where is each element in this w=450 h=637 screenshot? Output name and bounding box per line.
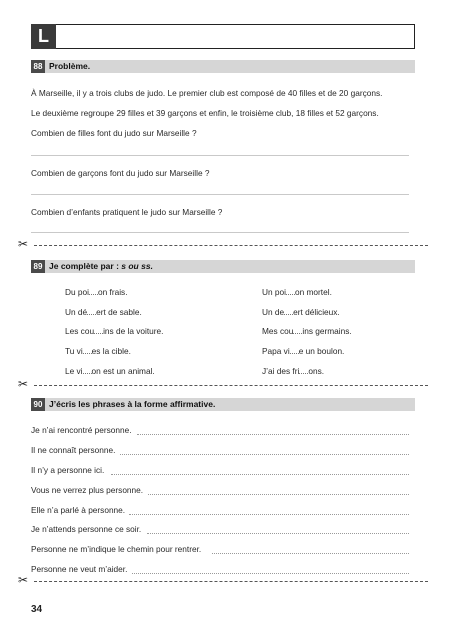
section-89-title-main: Je complète par : (49, 261, 122, 271)
section-90-number: 90 (31, 398, 45, 411)
dashed-separator (34, 385, 428, 386)
section-89-bar (31, 260, 415, 273)
fill-item-right-3-start: Mes cou (262, 326, 294, 336)
fill-item-left-5 (65, 366, 155, 376)
cut-line-2 (18, 377, 428, 391)
fill-item-left-3-end: ins de la voiture. (103, 326, 164, 336)
sentence-7: Personne ne m’indique le chemin pour rentrer. (31, 544, 202, 554)
dashed-separator (34, 581, 428, 582)
fill-item-left-1-end: on frais. (97, 287, 128, 297)
chapter-letter: L (31, 24, 56, 49)
fill-item-left-2 (65, 307, 142, 317)
blank-field[interactable] (293, 327, 302, 334)
fill-item-left-1-start: Du poi (65, 287, 89, 297)
fill-item-right-1-end: on mortel. (294, 287, 332, 297)
page-number: 34 (31, 604, 43, 615)
problem-paragraph-1: À Marseille, il y a trois clubs de judo. Le premier club est composé de 40 filles et de 20 garçons. (31, 88, 383, 98)
answer-dotted-line-7[interactable] (212, 553, 409, 554)
fill-item-right-3 (262, 326, 352, 336)
blank-field[interactable] (83, 347, 92, 354)
answer-dotted-line-8[interactable] (132, 573, 409, 574)
fill-item-right-1-start: Un poi (262, 287, 286, 297)
cut-line-3 (18, 573, 428, 587)
answer-line-3[interactable] (31, 232, 409, 233)
section-88-number: 88 (31, 60, 45, 73)
section-90-bar (31, 398, 415, 411)
fill-item-left-5-end: on est un animal. (91, 366, 155, 376)
scissors-icon: ✂ (18, 377, 29, 391)
fill-item-left-1 (65, 287, 128, 297)
blank-field[interactable] (290, 347, 299, 354)
fill-item-right-2-start: Un de (262, 307, 285, 317)
fill-item-right-1 (262, 287, 332, 297)
question-2: Combien de garçons font du judo sur Marseille ? (31, 168, 210, 178)
blank-field[interactable] (87, 308, 96, 315)
answer-dotted-line-6[interactable] (147, 533, 409, 534)
section-89-title-italic: s ou ss. (121, 261, 153, 271)
fill-item-left-4 (65, 346, 131, 356)
fill-item-left-3-start: Les cou (65, 326, 95, 336)
answer-line-2[interactable] (31, 194, 409, 195)
sentence-1: Je n’ai rencontré personne. (31, 425, 132, 435)
question-1: Combien de filles font du judo sur Marseille ? (31, 128, 197, 138)
scissors-icon: ✂ (18, 237, 29, 251)
answer-dotted-line-4[interactable] (148, 494, 409, 495)
blank-field[interactable] (284, 308, 293, 315)
sentence-5: Elle n’a parlé à personne. (31, 505, 126, 515)
blank-field[interactable] (94, 327, 103, 334)
sentence-6: Je n’attends personne ce soir. (31, 524, 142, 534)
fill-item-left-2-start: Un dé (65, 307, 88, 317)
cut-line-1 (18, 237, 428, 251)
question-3: Combien d’enfants pratiquent le judo sur Marseille ? (31, 207, 223, 217)
problem-paragraph-2: Le deuxième regroupe 29 filles et 39 garçons et enfin, le troisième club, 18 filles et 52 garçons. (31, 108, 379, 118)
fill-item-right-4-end: e un boulon. (298, 346, 345, 356)
fill-item-right-3-end: ins germains. (302, 326, 352, 336)
fill-item-right-5 (262, 366, 324, 376)
fill-item-left-4-end: es la cible. (91, 346, 131, 356)
fill-item-right-5-start: J’ai des fri (262, 366, 300, 376)
fill-item-right-2-end: ert délicieux. (293, 307, 340, 317)
blank-field[interactable] (286, 288, 295, 295)
fill-item-right-4-start: Papa vi (262, 346, 290, 356)
blank-field[interactable] (89, 288, 98, 295)
blank-field[interactable] (299, 367, 308, 374)
dashed-separator (34, 245, 428, 246)
fill-item-right-4 (262, 346, 344, 356)
answer-dotted-line-3[interactable] (111, 474, 409, 475)
answer-dotted-line-2[interactable] (120, 454, 409, 455)
fill-item-left-4-start: Tu vi (65, 346, 83, 356)
fill-item-left-3 (65, 326, 163, 336)
section-90-title: J’écris les phrases à la forme affirmative. (49, 399, 216, 409)
fill-item-left-2-end: ert de sable. (96, 307, 142, 317)
section-88-title: Problème. (49, 61, 91, 71)
fill-item-right-5-end: ons. (308, 366, 325, 376)
scissors-icon: ✂ (18, 573, 29, 587)
answer-line-1[interactable] (31, 155, 409, 156)
sentence-3: Il n’y a personne ici. (31, 465, 105, 475)
answer-dotted-line-5[interactable] (129, 514, 409, 515)
sentence-2: Il ne connaît personne. (31, 445, 116, 455)
section-88-bar (31, 60, 415, 73)
fill-item-right-2 (262, 307, 340, 317)
section-89-title (49, 260, 153, 273)
fill-item-left-5-start: Le vi (65, 366, 83, 376)
sentence-8: Personne ne veut m’aider. (31, 564, 128, 574)
chapter-header (31, 24, 415, 49)
blank-field[interactable] (83, 367, 92, 374)
section-89-number: 89 (31, 260, 45, 273)
sentence-4: Vous ne verrez plus personne. (31, 485, 144, 495)
answer-dotted-line-1[interactable] (137, 434, 409, 435)
